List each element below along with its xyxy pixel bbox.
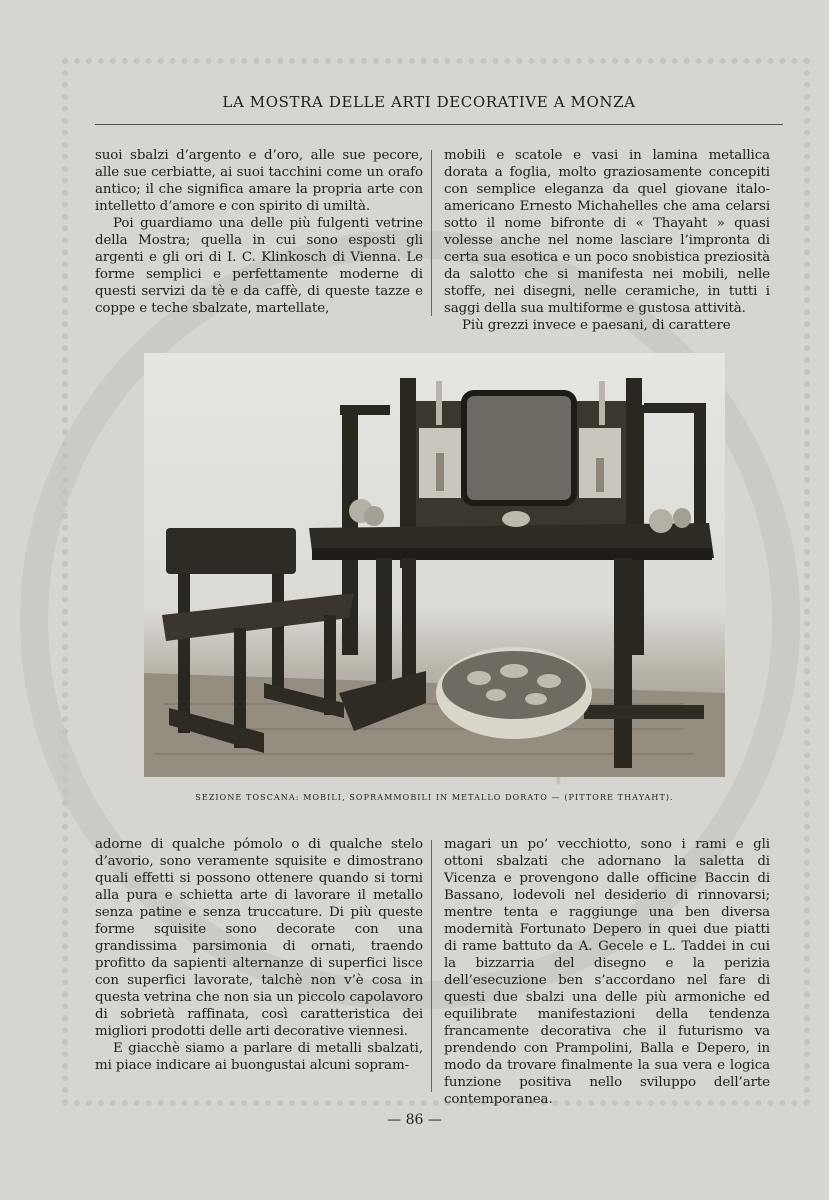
column-rule (431, 150, 432, 316)
top-right-column (444, 147, 770, 334)
bottom-left-column (95, 836, 423, 1074)
page-number: — 86 — (387, 1112, 442, 1128)
paragraph: magari un po’ vecchiotto, sono i rami e gli ottoni sbalzati che adornano la saletta di Vicenza e provengono dalle officine Baccin di Bassano, lodevoli nel desiderio di rinnovarsi; mentre tenta e raggiunge una ben diversa modernità Fortunato Depero in quei due piatti di rame battuto da A. Gecele e L. Taddei in cui la bizzarria del disegno e la perizia dell’esecuzione ben s’accordano nel fare di questi due sbalzi una delle più armoniche ed equilibrate manifestazioni della tendenza francamente decorativa che il futurismo va prendendo con Prampolini, Balla e Depero, in modo da trovare finalmente la sua vera e logica funzione positiva nello sviluppo dell’arte contemporanea. (444, 837, 770, 1107)
header-rule (95, 124, 783, 125)
paragraph: Più grezzi invece e paesani, di carattere (462, 318, 731, 333)
paragraph: E giacchè siamo a parlare di metalli sbalzati, mi piace indicare ai buongustai alcuni sopram- (95, 1041, 423, 1073)
paragraph: Poi guardiamo una delle più fulgenti vetrine della Mostra; quella in cui sono esposti gli argenti e gli ori di I. C. Klinkosch di Vienna. Le forme semplici e perfettamente moderne di questi servizi da tè e da caffè, di queste tazze e coppe e teche sbalzate, martellate, (95, 216, 423, 316)
furniture-illustration (144, 353, 725, 777)
bottom-right-column (444, 836, 770, 1108)
furniture-photograph (144, 353, 725, 777)
running-header: LA MOSTRA DELLE ARTI DECORATIVE A MONZA (222, 93, 636, 111)
paragraph: adorne di qualche pómolo o di qualche stelo d’avorio, sono veramente squisite e dimostrano quali effetti si possono ottenere quando si torni alla pura e schietta arte di lavorare il metallo senza patine e senza truccature. Di più queste forme squisite sono decorate con una grandissima parsimonia di ornati, traendo profitto da sapienti alternanze di superfici lisce con superfici lavorate, talchè non v’è cosa in questa vetrina che non sia un piccolo capolavoro di sobrietà raffinata, così caratteristica dei migliori prodotti delle arti decorative viennesi. (95, 837, 423, 1039)
top-left-column (95, 147, 423, 317)
paragraph: suoi sbalzi d’argento e d’oro, alle sue pecore, alle sue cerbiatte, ai suoi tacchini come un orafo antico; il che significa amare la propria arte con intelletto d’amore e con spirito di umiltà. (95, 148, 423, 214)
photo-caption: SEZIONE TOSCANA: MOBILI, SOPRAMMOBILI IN METALLO DORATO — (PITTORE THAYAHT). (195, 793, 674, 802)
paragraph: mobili e scatole e vasi in lamina metallica dorata a foglia, molto graziosamente concepiti con semplice eleganza da quel giovane italo-americano Ernesto Michahelles che ama celarsi sotto il nome bifronte di « Thayaht » quasi volesse anche nel nome lasciare l’impronta di certa sua esotica e un poco snobistica preziosità da salotto che si manifesta nei mobili, nelle stoffe, nei disegni, nelle ceramiche, in tutti i saggi della sua multiforme e gustosa attività. (444, 148, 770, 316)
column-rule (431, 840, 432, 1092)
